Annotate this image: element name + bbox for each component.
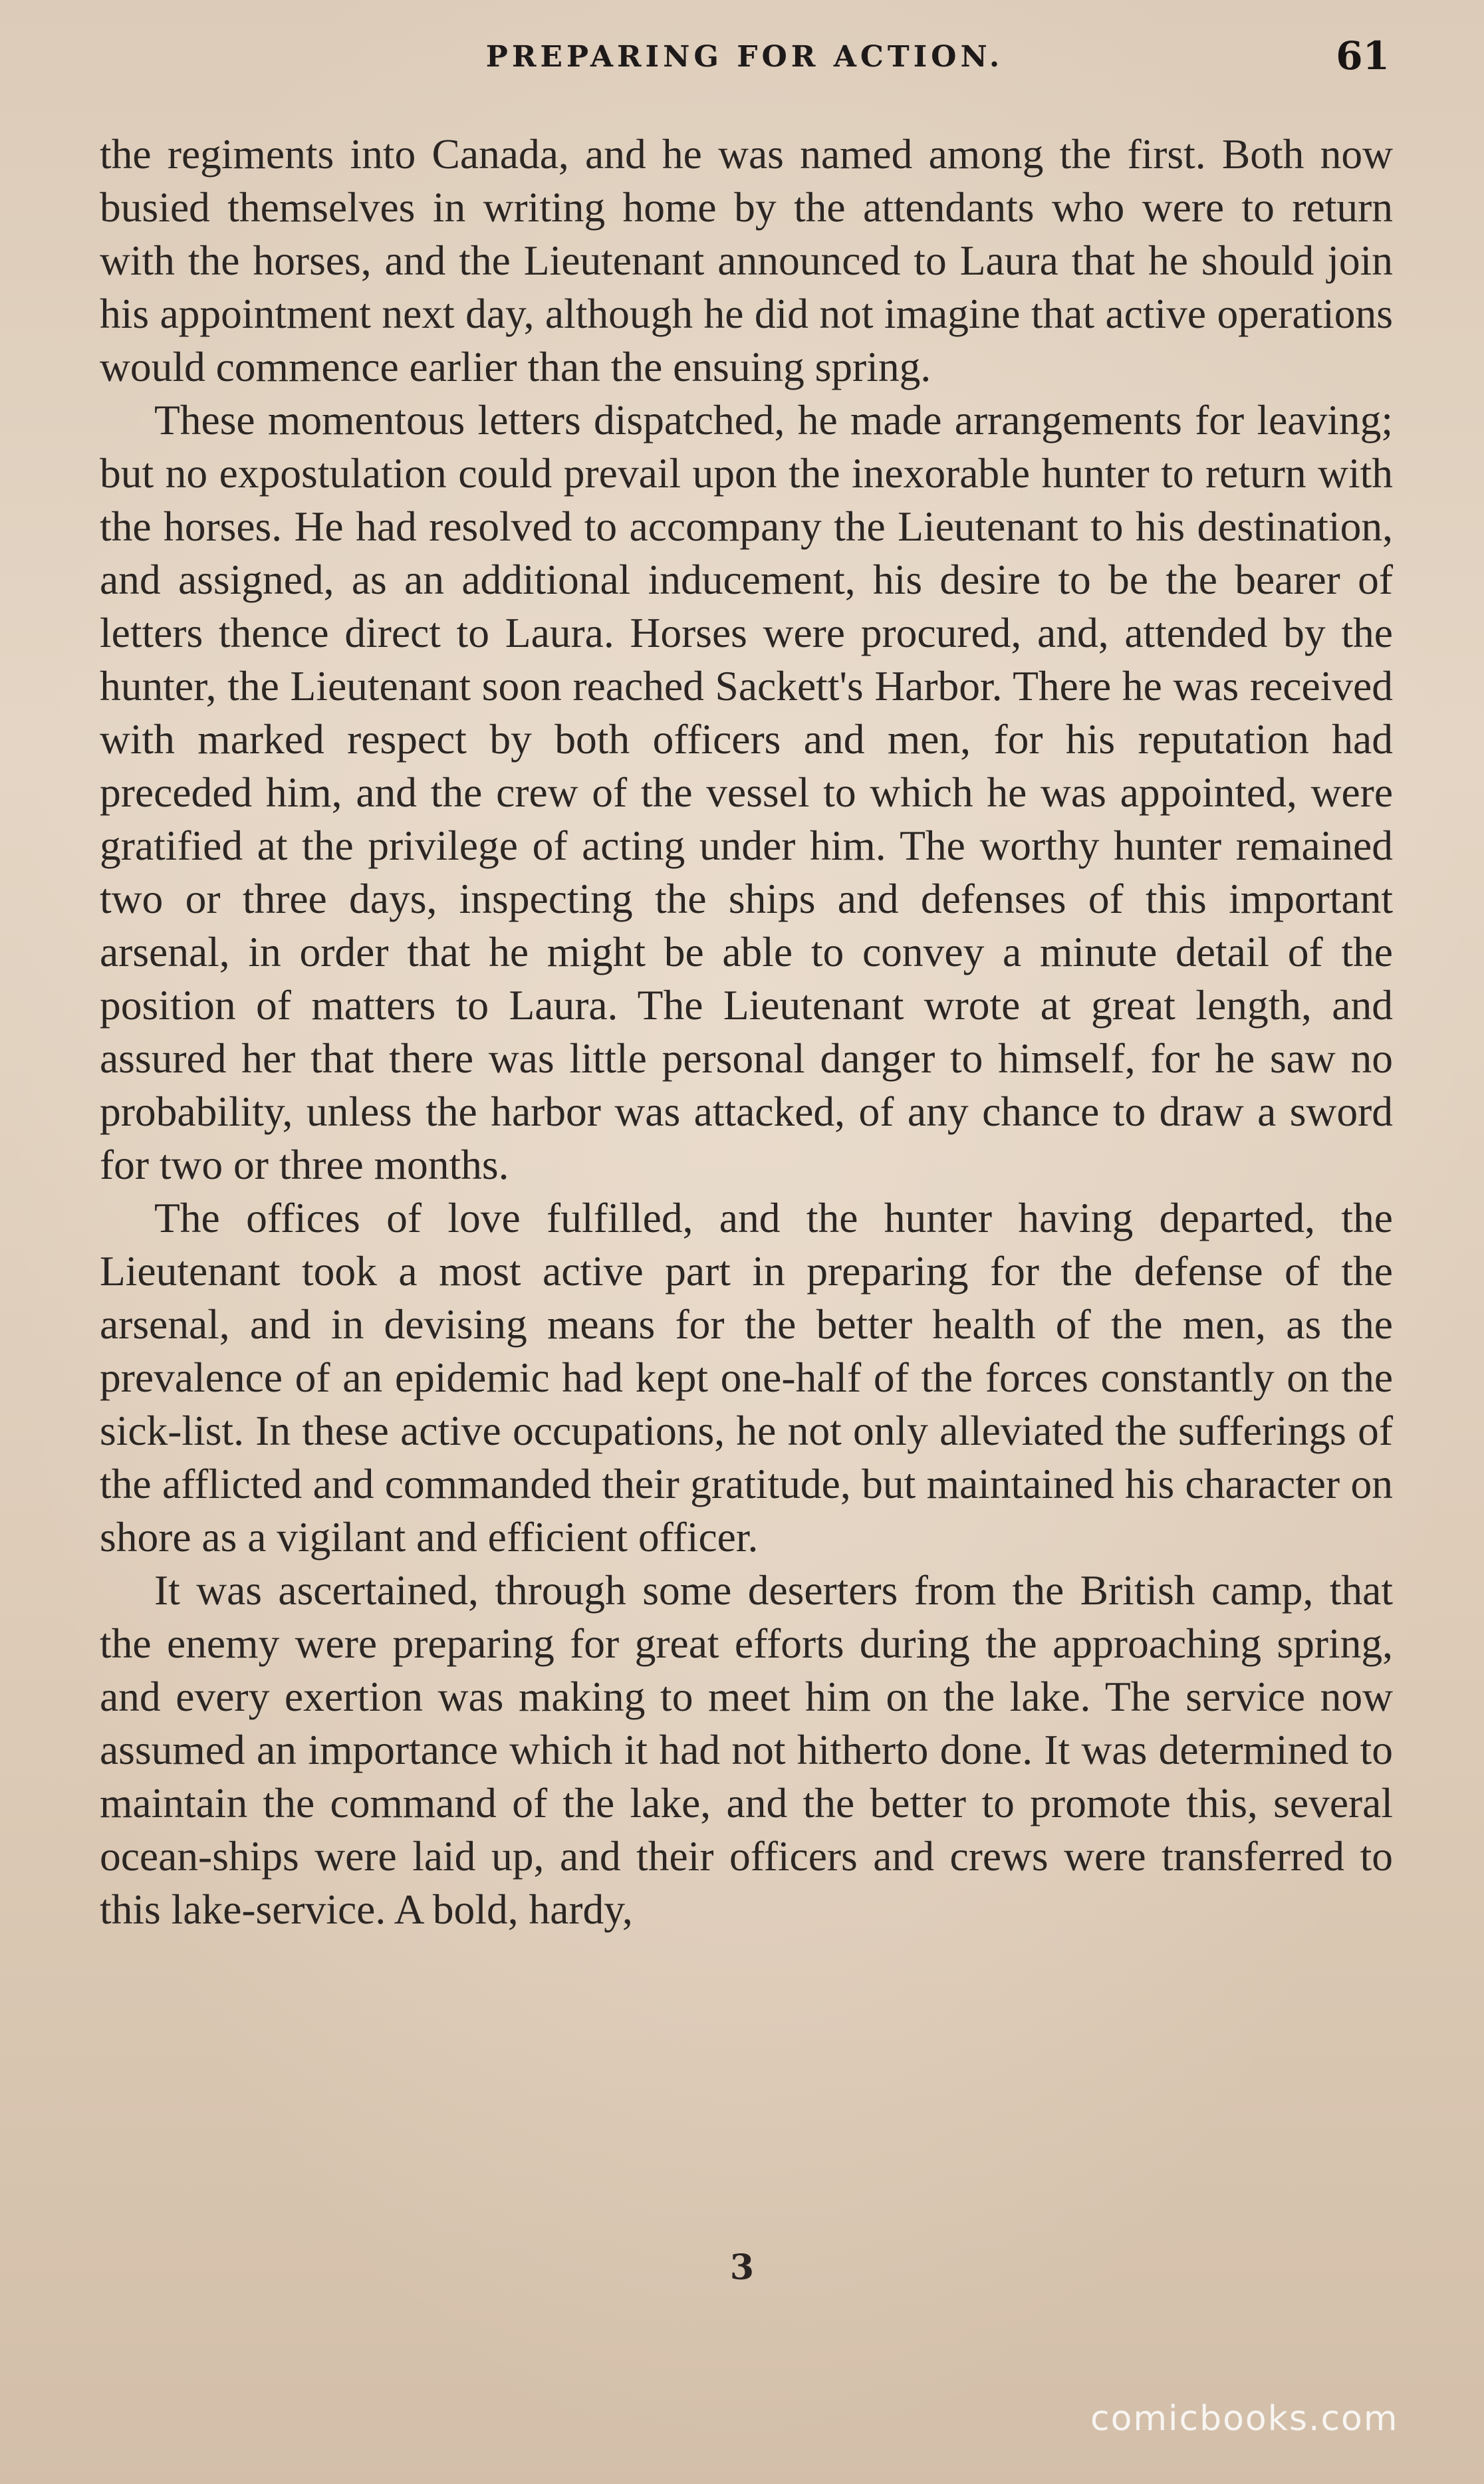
paragraph: the regiments into Canada, and he was named among the first. Both now busied themselves in writing home by the attendants who were to return with the horses, and the Lieutenant announced to Laura that he should join his appointment next day, although he did not imagine that active operations would commence earlier than the ensuing spring. <box>100 130 1393 390</box>
running-title: PREPARING FOR ACTION. <box>485 40 1004 74</box>
running-head <box>100 27 1390 93</box>
signature-mark: 3 <box>729 2247 755 2288</box>
paragraph: These momentous letters dispatched, he made arrangements for leaving; but no expostulation could prevail upon the inexorable hunter to return with the horses. He had resolved to accompany the Lieutenant to his destination, and assigned, as an additional inducement, his desire to be the bearer of letters thence direct to Laura. Horses were procured, and, attended by the hunter, the Lieutenant soon reached Sackett's Harbor. There he was received with marked respect by both officers and men, for his reputation had preceded him, and the crew of the vessel to which he was appointed, were gratified at the privilege of acting under him. The worthy hunter remained two or three days, inspecting the ships and defenses of this important arsenal, in order that he might be able to convey a minute detail of the position of matters to Laura. The Lieutenant wrote at great length, and assured her that there was little personal danger to himself, for he saw no probability, unless the harbor was attacked, of any chance to draw a sword for two or three months. <box>100 396 1393 1188</box>
watermark: comicbooks.com <box>1090 2399 1399 2439</box>
paragraph: The offices of love fulfilled, and the hunter having departed, the Lieutenant took a most active part in preparing for the defense of the arsenal, and in devising means for the better health of the men, as the prevalence of an epidemic had kept one-half of the forces constantly on the sick-list. In these active occupations, he not only alleviated the sufferings of the afflicted and commanded their gratitude, but maintained his character on shore as a vigilant and efficient officer. <box>100 1194 1393 1560</box>
body-text <box>100 128 1393 1936</box>
paragraph: It was ascertained, through some deserters from the British camp, that the enemy were preparing for great efforts during the approaching spring, and every exertion was making to meet him on the lake. The service now assumed an importance which it had not hitherto done. It was determined to maintain the command of the lake, and the better to promote this, several ocean-ships were laid up, and their officers and crews were transferred to this lake-service. A bold, hardy, <box>100 1566 1393 1933</box>
page-number: 61 <box>1336 33 1390 78</box>
